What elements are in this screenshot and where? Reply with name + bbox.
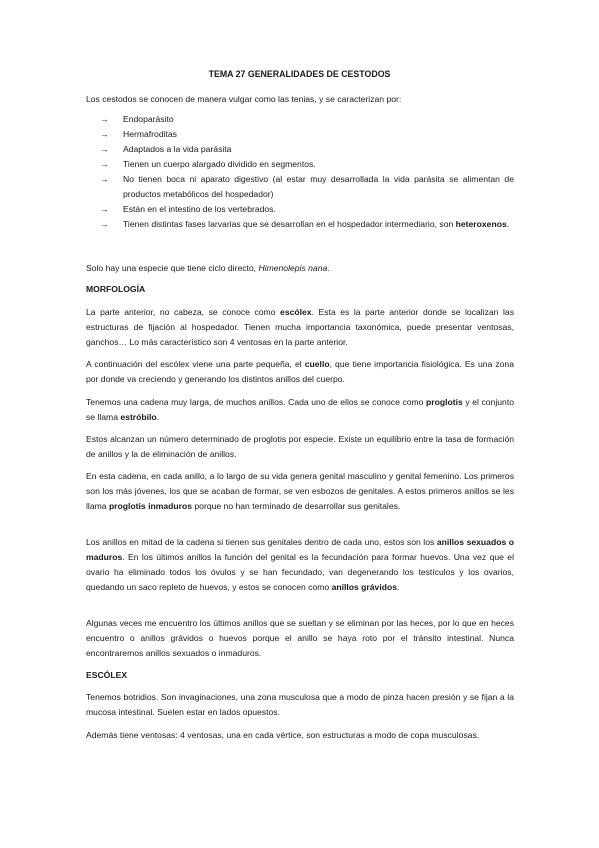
arrow-icon: →: [100, 174, 109, 184]
characteristics-list: [100, 112, 514, 232]
document-title: TEMA 27 GENERALIDADES DE CESTODOS: [208, 69, 391, 79]
arrow-icon: →: [100, 114, 109, 124]
list-item: → Tienen un cuerpo alargado dividido en segmentos.: [100, 157, 514, 172]
paragraph-maduros: Los anillos en mitad de la cadena si tienen sus genitales dentro de cada uno, estos son los anillos sexuados o maduros. En los últimos anillos la función del genital es la fecundación para formar huevos. Una vez que el ovario ha eliminado todos los óvulos y se han fecundado, van degenerando los testículos y los ovarios, quedando un saco repleto de huevos, y estos se conocen como anillos grávidos.: [86, 537, 515, 592]
paragraph-heces: Algunas veces me encuentro los últimos anillos que se sueltan y se eliminan por las heces, por lo que en heces encuentro o anillos grávidos o huevos porque el anillo se haya roto por el tránsito intestinal. Nunca encontraremos anillos sexuados o inmaduros.: [86, 618, 514, 658]
arrow-icon: →: [100, 204, 109, 214]
intro-paragraph: Los cestodos se conocen de manera vulgar como las tenias, y se caracterizan por:: [86, 94, 402, 104]
section-heading-morfologia: MORFOLOGÍA: [86, 284, 146, 294]
list-item: → Adaptados a la vida parásita: [100, 142, 514, 157]
list-item: → No tienen boca ni aparato digestivo (al estar muy desarrollada la vida parásita se alimentan de productos metabólicos del hospedador): [100, 174, 514, 199]
arrow-icon: →: [100, 129, 109, 139]
list-item: → Endoparásito: [100, 112, 514, 127]
paragraph-ventosas: Además tiene ventosas: 4 ventosas, una en cada vértice, son estructuras a modo de copa musculosas.: [86, 730, 480, 740]
paragraph-proglotis: Tenemos una cadena muy larga, de muchos anillos. Cada uno de ellos se conoce como proglotis y el conjunto se llama estróbilo.: [86, 397, 514, 422]
list-item: → Tienen distintas fases larvarias que se desarrollan en el hospedador intermediario, son heteroxenos.: [100, 217, 514, 232]
paragraph-cuello: A continuación del escólex viene una parte pequeña, el cuello, que tiene importancia fisiológica. Es una zona por donde va creciendo y generando los distintos anillos del cuerpo.: [86, 359, 514, 384]
arrow-icon: →: [100, 144, 109, 154]
section-heading-escolex: ESCÓLEX: [86, 670, 128, 680]
list-item: → Hermafroditas: [100, 127, 514, 142]
direct-cycle-paragraph: Solo hay una especie que tiene ciclo directo, Himenolepis nana.: [86, 263, 330, 273]
arrow-icon: →: [100, 159, 109, 169]
paragraph-botridios: Tenemos botridios. Son invaginaciones, una zona musculosa que a modo de pinza hacen presión y se fijan a la mucosa intestinal. Suelen estar en lados opuestos.: [86, 692, 514, 717]
paragraph-equilibrio: Estos alcanzan un número determinado de proglotis por especie. Existe un equilibrio entre la tasa de formación de anillos y la de eliminación de anillos.: [86, 434, 514, 459]
paragraph-escolex-intro: La parte anterior, no cabeza, se conoce como escólex. Esta es la parte anterior donde se localizan las estructuras de fijación al hospedador. Tienen mucha importancia taxonómica, puede presentar ventosas, ganchos… Lo más característico son 4 ventosas en la parte anterior.: [86, 307, 514, 347]
paragraph-inmaduros: En esta cadena, en cada anillo, a lo largo de su vida genera genital masculino y genital femenino. Los primeros son los más jóvenes, los que se acaban de formar, se ven esbozos de genitales. A estos primeros anillos se les llama proglotis inmaduros porque no han terminado de desarrollar sus genitales.: [86, 471, 514, 511]
arrow-icon: →: [100, 219, 109, 229]
list-item: → Están en el intestino de los vertebrados.: [100, 202, 514, 217]
